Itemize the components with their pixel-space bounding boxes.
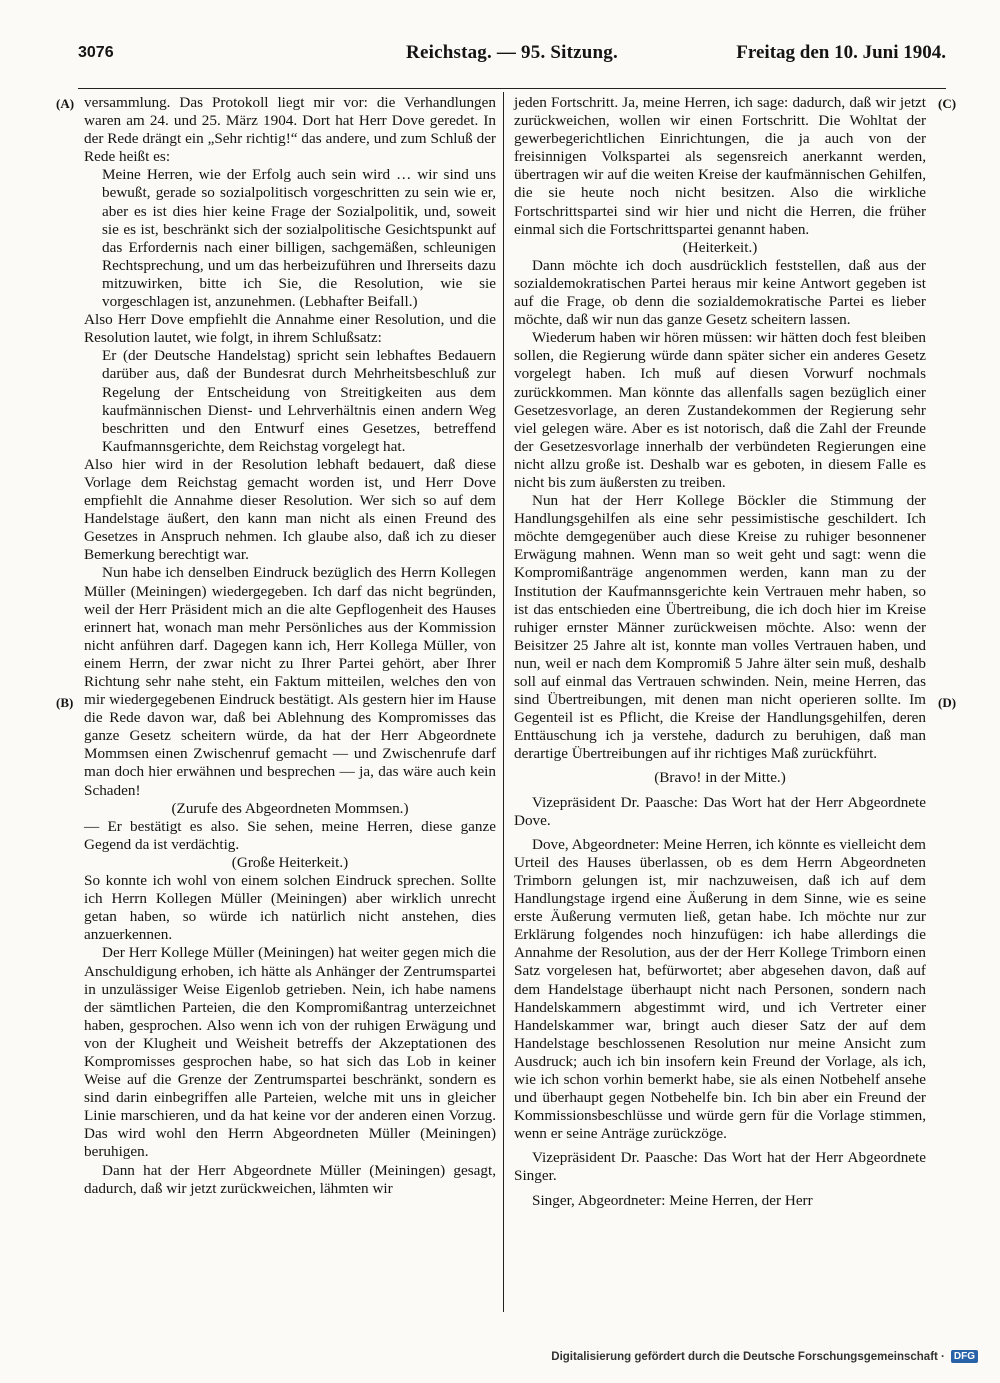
page-number: 3076 [78,44,114,61]
paragraph: — Er bestätigt es also. Sie sehen, meine Herren, diese ganze Gegend da ist verdächtig. [84,817,496,853]
speaker-paragraph: Dove, Abgeordneter: Meine Herren, ich könnte es vielleicht dem Urteil des Hauses überlassen, ob es dem Herrn Abgeordneten Trimborn gelungen ist, mir nachzuweisen, daß ich auf dem Handlungstage irgend eine Äußerung in dem Sinne, wie es seine erste Äußerung vermuten ließ, getan habe. Ich möchte nur zur Erklärung folgendes noch hinzufügen: ich habe allerdings die Annahme der Resolution, aus der der Herr Kollege Trimborn einen Satz vorgelesen hat, befürwortet; aber abgesehen davon, daß auf dem Handelstage überhaupt nicht nach Personen, sondern nach Handelskammern abgestimmt wird, und ich Vertreter einer Handelskammer war, bringt auch dieser Satz der auf dem Handelstage beschlossenen Resolution nur meine Ansicht zum Ausdruck; auch ich bin insofern kein Freund der Vorlage, als ich, wie ich schon vorhin bemerkt habe, sie als einen Notbehelf ansehe und überhaupt gegen Notbehelfe bin. Ich bin aber ein Freund der Kommissionsbeschlüsse und würde gern für die Vorlage stimmen, wenn er seine Anträge zurückzöge. [514,835,926,1143]
header-rule [78,88,946,89]
left-column [84,94,496,1198]
paragraph: Dann hat der Herr Abgeordnete Müller (Meiningen) gesagt, dadurch, daß wir jetzt zurückweichen, lähmten wir [84,1161,496,1197]
paragraph: Also Herr Dove empfiehlt die Annahme einer Resolution, und die Resolution lautet, wie folgt, in ihrem Schlußsatz: [84,311,496,347]
quotation: Er (der Deutsche Handelstag) spricht sein lebhaftes Bedauern darüber aus, daß der Bundesrat durch Mehrheitsbeschluß zur Regelung der Entscheidung von Streitigkeiten aus dem kaufmännischen Dienst- und Lehrverhältnis einen andern Weg beschritten und den Entwurf eines Gesetzes, betreffend Kaufmannsgerichte, dem Reichstag vorgelegt hat. [102,347,496,455]
right-column [514,94,926,1210]
paragraph: Nun hat der Herr Kollege Böckler die Stimmung der Handlungsgehilfen als eine sehr pessimistische geschildert. Ich möchte demgegenüber auch diese Kreise zu ruhiger besonnener Erwägung mahnen. Wenn man so weit geht und sagt: wenn die Kompromißanträge angenommen werden, kann man zu der Institution der Kaufmannsgerichte kein Vertrauen mehr haben, so ist das entschieden eine Übertreibung, die ich doch hier im Kreise ruhiger ernster Männer zurückweisen möchte. Also: wenn der Beisitzer 25 Jahre alt ist, konnte man volles Vertrauen haben, und nun, weil er nach dem Kompromiß 5 Jahre älter sein muß, deshalb soll auf einmal das Vertrauen schwinden. Nein, meine Herren, das sind Übertreibungen, mit denen man nicht operieren sollte. Im Gegenteil ist es Pflicht, die Kreise der Handlungsgehilfen, deren Enttäuschung ich ja verstehe, dadurch zu beruhigen, daß man derartige Übertreibungen auf ihr richtiges Maß zurückführt. [514,492,926,763]
paragraph: Wiederum haben wir hören müssen: wir hätten doch fest bleiben sollen, die Regierung würde dann später sicher ein anderes Gesetz vorgelegt haben. Ich muß auf diesen Vorwurf nochmals zurückkommen. Man könnte das allenfalls sagen bezüglich einer Gesetzesvorlage, an deren Zustandekommen der Regierung sehr viel gelegen wäre. Aber es ist notorisch, daß die Zahl der Freunde der Gesetzesvorlage innerhalb der verbündeten Regierungen eine nicht allzu große ist. Deshalb war es geboten, in diesem Falle es nicht bis zum äußersten zu treiben. [514,329,926,491]
quotation: Meine Herren, wie der Erfolg auch sein wird … wir sind uns bewußt, gerade so sozialpolitisch vorgeschritten zu sein wie er, aber es ist dies hier keine Frage der Sozialpolitik, und, soweit sie es ist, beschränkt sich der sozialpolitische Gesichtspunkt auf das Erfordernis nach einer billigen, sachgemäßen, schleunigen Rechtsprechung, und um das herbeizuführen und Ihrerseits dazu mitzuwirken, bitte ich Sie, die Resolution, wie sie vorgeschlagen ist, anzunehmen. (Lebhafter Beifall.) [102,166,496,311]
margin-marker-a: (A) [56,96,75,111]
margin-marker-c: (C) [938,96,957,111]
margin-marker-b: (B) [56,695,74,710]
paragraph: Dann möchte ich doch ausdrücklich feststellen, daß aus der sozialdemokratischen Partei heraus mir keine Antwort gegeben ist auf die Frage, ob denn die sozialdemokratische Partei es lieber möchte, daß wir nun das ganze Gesetz scheitern lassen. [514,256,926,329]
speaker-paragraph: Vizepräsident Dr. Paasche: Das Wort hat der Herr Abgeordnete Singer. [514,1149,926,1185]
paragraph: versammlung. Das Protokoll liegt mir vor: die Verhandlungen waren am 24. und 25. März 1904. Dort hat Herr Dove geredet. In der Rede drängt ein „Sehr richtig!“ das andere, und zum Schluß der Rede heißt es: [84,94,496,166]
speaker-paragraph: Singer, Abgeordneter: Meine Herren, der Herr [532,1191,813,1209]
session-date: Freitag den 10. Juni 1904. [736,42,946,63]
margin-marker-d: (D) [938,695,957,710]
interjection: (Große Heiterkeit.) [231,853,349,871]
page-footer [551,1350,978,1363]
column-divider [503,92,504,1312]
paragraph: jeden Fortschritt. Ja, meine Herren, ich sage: dadurch, daß wir jetzt zurückweichen, wollen wir einen Fortschritt. Die Wohltat der gewerbegerichtlichen Einrichtungen, die ja auch von der freisinnigen Volkspartei als segensreich anerkannt werden, übertragen wir auf die weiten Kreise der kaufmännischen Gehilfen, die sie heute noch nicht besitzen. Also die wirkliche Fortschrittspartei sind wir hier und nicht die Herren, die früher einmal sich die Fortschrittspartei genannt haben. [514,94,926,238]
paragraph: So konnte ich wohl von einem solchen Eindruck sprechen. Sollte ich Herrn Kollegen Müller (Meiningen) aber wirklich unrecht getan haben, so würde ich natürlich nicht anstehen, dies anzuerkennen. [84,872,496,944]
paragraph: Nun habe ich denselben Eindruck bezüglich des Herrn Kollegen Müller (Meiningen) wiedergegeben. Ich darf das nicht begründen, weil der Herr Präsident mich an die alte Gepflogenheit des Hauses erinnert hat, wonach man mehr Persönliches aus der Kommission nicht anführen darf. Dagegen kann ich, Herr Kollega Müller, von einem Herrn, der zwar nicht zu Ihrer Partei gehört, aber Ihrer Richtung sehr nahe steht, ein Faktum mitteilen, welches den von mir wiedergegebenen Eindruck bestätigt. Als gestern hier im Hause die Rede davon war, daß bei Ablehnung des Kompromisses das ganze Gesetz scheitern würde, da hat der Herr Abgeordnete Mommsen einen Zwischenruf gemacht — und Zwischenrufe darf man doch hier erwähnen und besprechen — ja, das wäre auch kein Schaden! [84,564,496,799]
interjection: (Bravo! in der Mitte.) [654,769,786,787]
dfg-logo: DFG [951,1350,978,1363]
page-header [78,40,946,68]
speaker-paragraph: Vizepräsident Dr. Paasche: Das Wort hat der Herr Abgeordnete Dove. [514,793,926,829]
interjection: (Zurufe des Abgeordneten Mommsen.) [171,799,409,817]
paragraph: Also hier wird in der Resolution lebhaft bedauert, daß diese Vorlage dem Reichstag gemacht worden ist, und Herr Dove empfiehlt die Annahme dieser Resolution. Wer sich so auf dem Handelstage äußert, den kann man nicht als einen Freund des Gesetzes in Anspruch nehmen. Ich glaube also, daß ich zu dieser Bemerkung berechtigt war. [84,455,496,564]
interjection: (Heiterkeit.) [682,238,758,256]
running-title: Reichstag. — 95. Sitzung. [406,42,618,63]
funding-note: Digitalisierung gefördert durch die Deutsche Forschungsgemeinschaft · [551,1350,945,1363]
paragraph: Der Herr Kollege Müller (Meiningen) hat weiter gegen mich die Anschuldigung erhoben, ich hätte als Anhänger der Zentrumspartei in unzulässiger Weise Eigenlob getrieben. Nein, ich habe namens der sämtlichen Parteien, die den Kompromißantrag unterzeichnet haben, gesprochen. Also wenn ich von der ruhigen Erwägung und von der Klugheit und Weisheit betreffs der Akzeptationen des Kompromisses gesprochen habe, so hat sich das Lob in keiner Weise auf die Grenze der Zentrumspartei beschränkt, sondern es sind darin einbegriffen alle Parteien, welche mit uns in gleicher Linie marschieren, und da hat keine vor der anderen einen Vorzug. Das wird wohl den Herrn Abgeordneten Müller (Meiningen) beruhigen. [84,944,496,1161]
